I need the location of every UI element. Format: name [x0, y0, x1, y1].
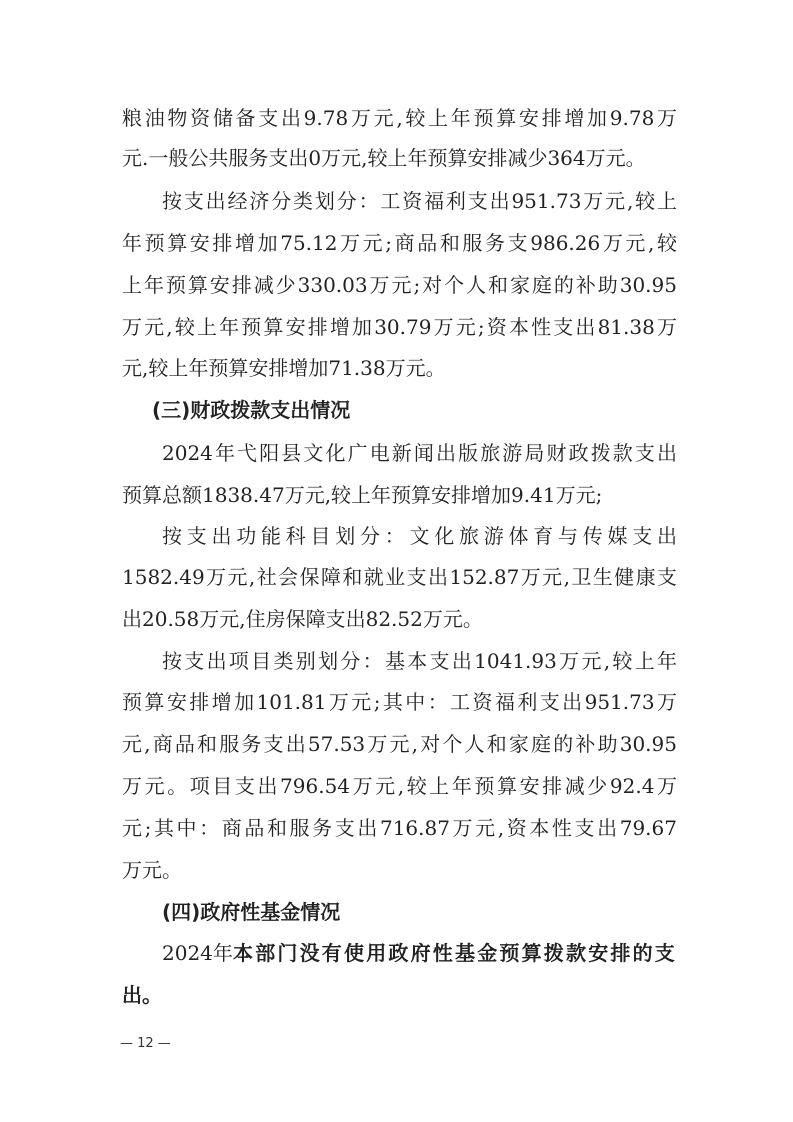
paragraph-line: 万元。: [122, 858, 182, 882]
paragraph-line: 按支出功能科目划分：文化旅游体育与传媒支出: [162, 524, 677, 548]
year-text: 2024年: [162, 941, 233, 965]
paragraph-line: 按支出项目类别划分：基本支出1041.93万元,较上年: [162, 649, 677, 673]
paragraph-line: 按支出经济分类划分：工资福利支出951.73万元,较上: [162, 189, 677, 213]
section-heading: (四)政府性基金情况: [162, 900, 341, 924]
paragraph-line: 万元。项目支出796.54万元,较上年预算安排减少92.4万: [122, 774, 677, 798]
paragraph-line: 元,商品和服务支出57.53万元,对个人和家庭的补助30.95: [122, 732, 677, 756]
paragraph-line: 1582.49万元,社会保障和就业支出152.87万元,卫生健康支: [122, 565, 677, 589]
paragraph-line: 上年预算安排减少330.03万元;对个人和家庭的补助30.95: [122, 273, 677, 297]
paragraph-line: 年预算安排增加75.12万元;商品和服务支986.26万元,较: [122, 231, 677, 255]
paragraph-line: 万元,较上年预算安排增加30.79万元;资本性支出81.38万: [122, 315, 677, 339]
paragraph-line: 预算总额1838.47万元,较上年预算安排增加9.41万元;: [122, 483, 603, 507]
paragraph-line: 预算安排增加101.81万元;其中：工资福利支出951.73万: [122, 690, 677, 714]
paragraph-line: [162, 938, 677, 968]
bold-statement-end: 出。: [122, 983, 162, 1007]
paragraph-line: 出20.58万元,住房保障支出82.52万元。: [122, 607, 483, 631]
paragraph-line: 2024年弋阳县文化广电新闻出版旅游局财政拨款支出: [162, 441, 677, 465]
paragraph-line: 元.一般公共服务支出0万元,较上年预算安排减少364万元。: [122, 146, 646, 170]
paragraph-line: 元;其中：商品和服务支出716.87万元,资本性支出79.67: [122, 816, 677, 840]
page-number: — 12 —: [120, 1036, 171, 1051]
section-heading: (三)财政拨款支出情况: [152, 398, 351, 422]
bold-statement: 本部门没有使用政府性基金预算拨款安排的支: [233, 941, 677, 965]
paragraph-line: 粮油物资储备支出9.78万元,较上年预算安排增加9.78万: [122, 106, 677, 130]
paragraph-line: 元,较上年预算安排增加71.38万元。: [122, 356, 446, 380]
